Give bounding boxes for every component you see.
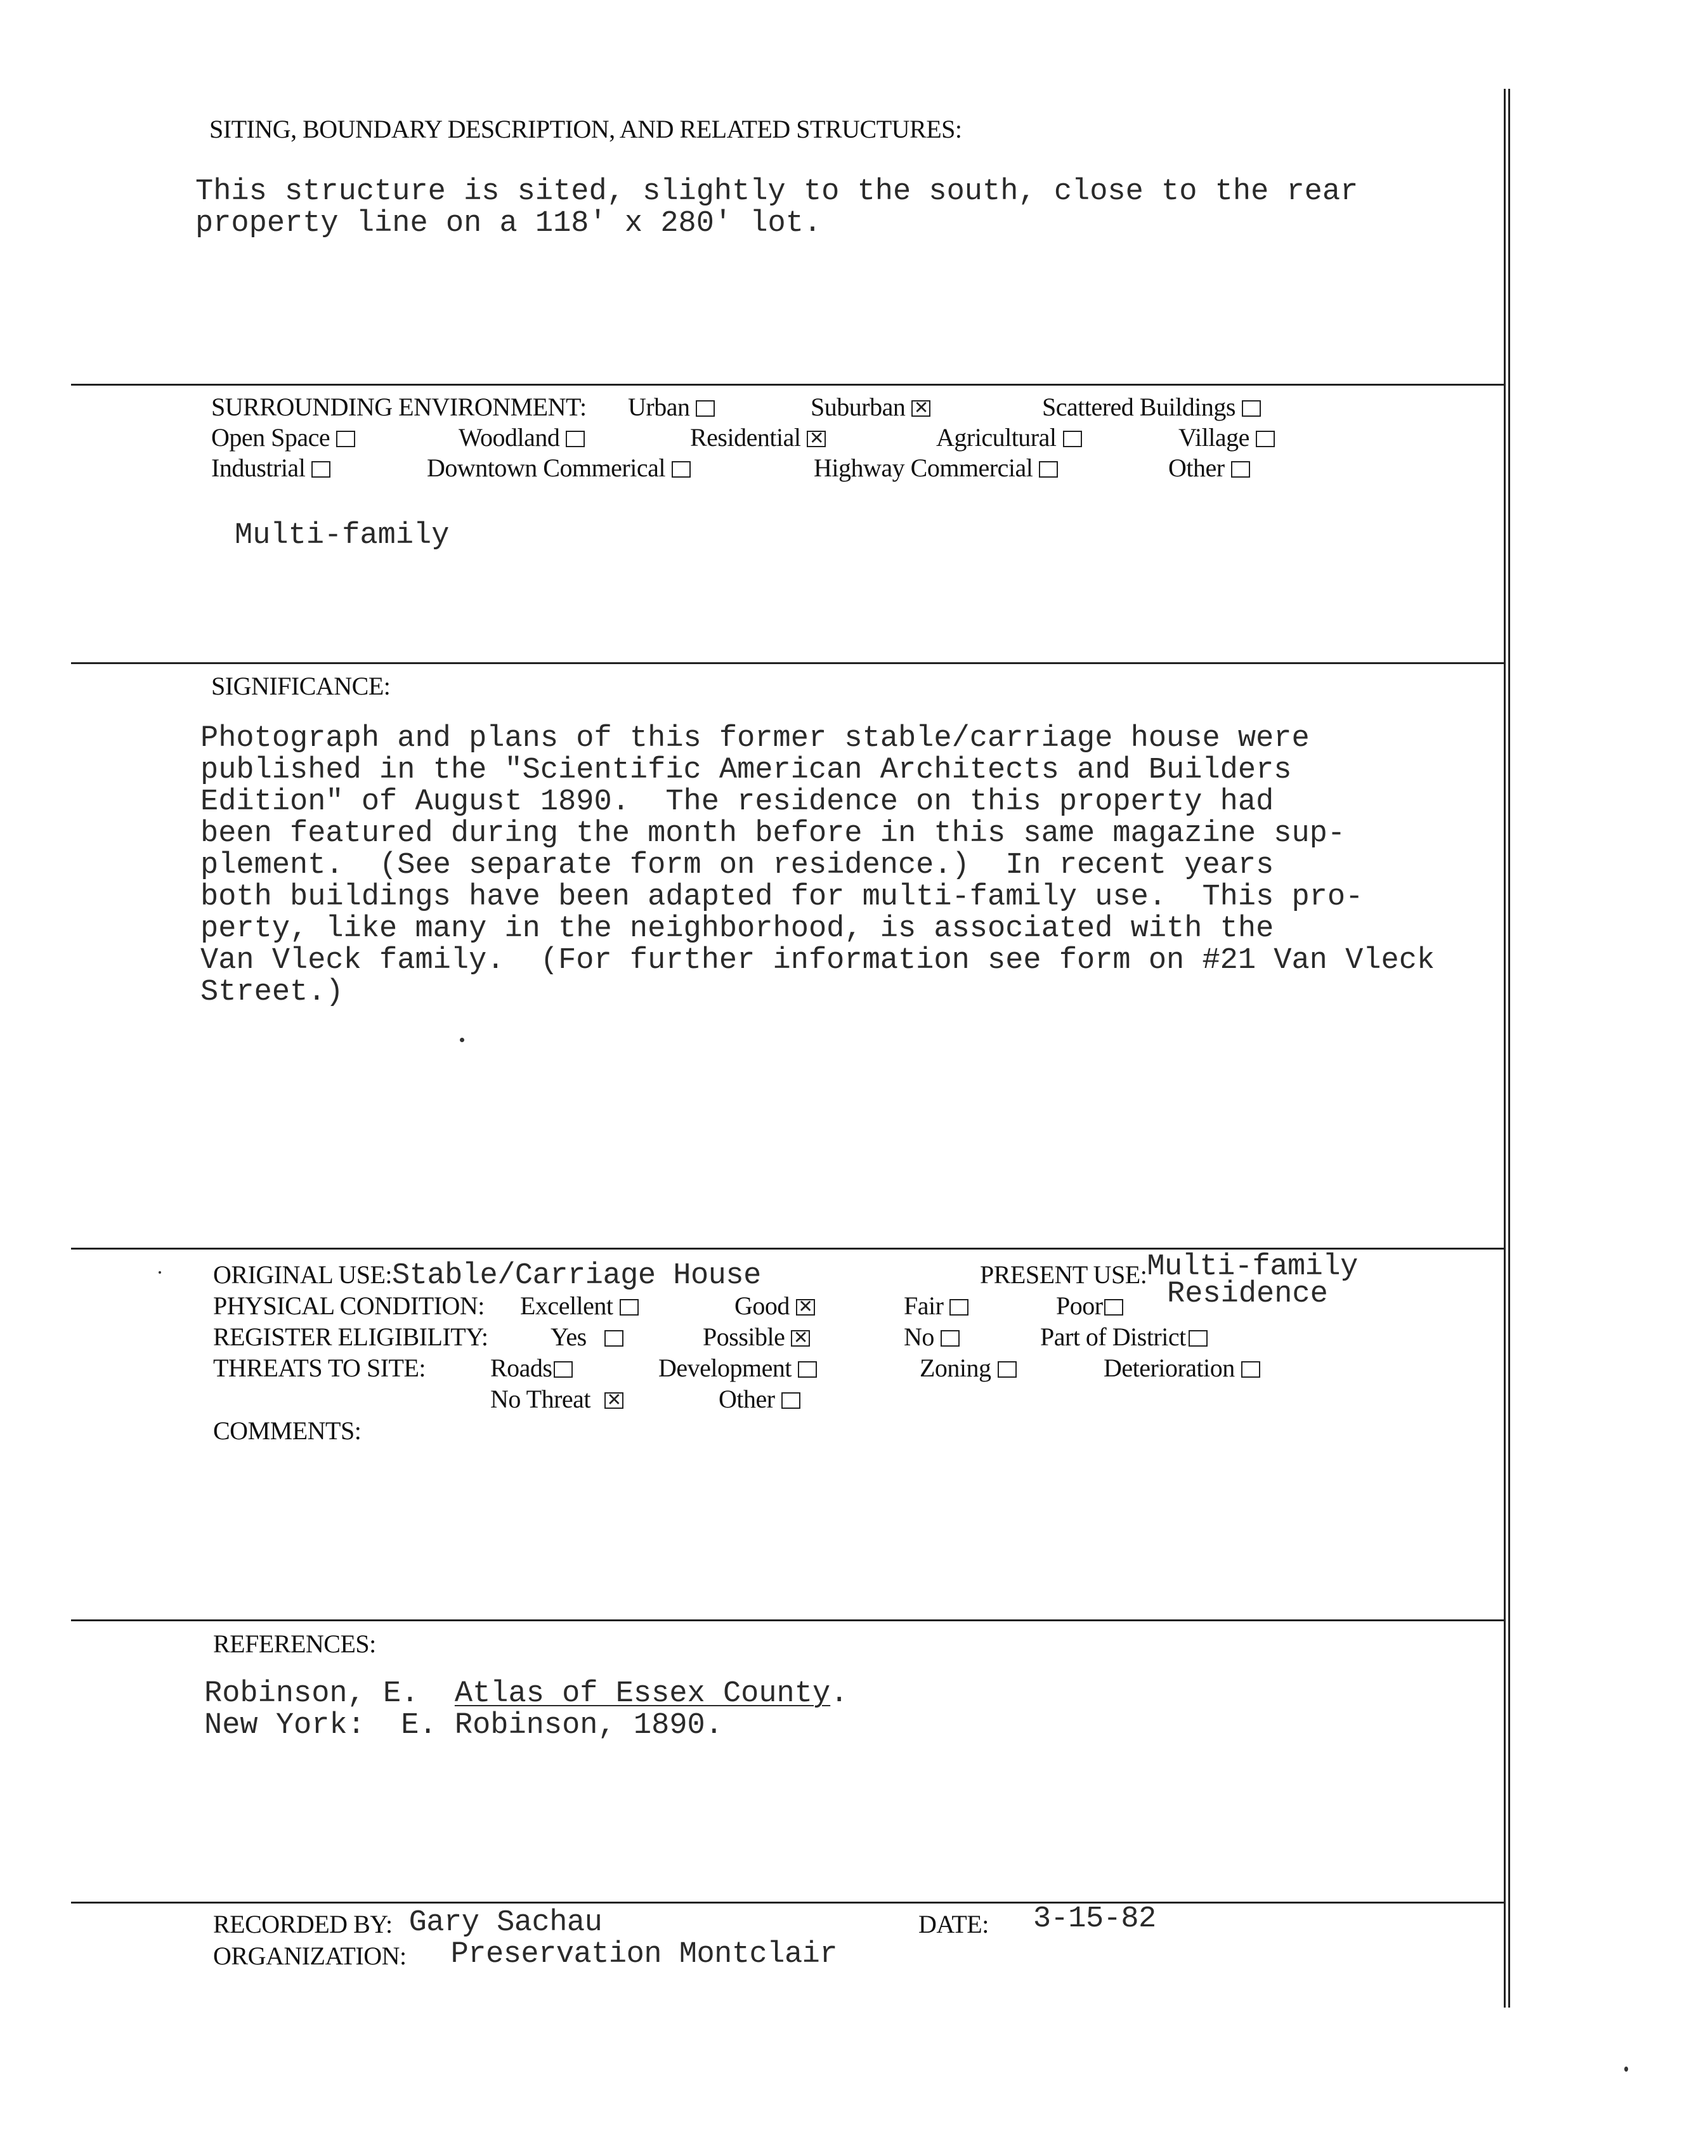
threats-heading: THREATS TO SITE: xyxy=(213,1354,426,1382)
highway-checkbox[interactable] xyxy=(1039,461,1058,478)
checkmark-x-icon: ✕ xyxy=(913,397,929,418)
development-checkbox[interactable] xyxy=(798,1361,817,1378)
right-border-line xyxy=(1504,89,1506,2008)
significance-text-line: plement. (See separate form on residence.) In recent years xyxy=(200,849,1274,882)
option-residential xyxy=(690,422,826,453)
present-use-value-line-2: Residence xyxy=(1167,1277,1328,1311)
option-open-space xyxy=(211,422,355,453)
option-scattered xyxy=(1042,392,1261,422)
significance-text-line: Street.) xyxy=(200,976,344,1009)
district-checkbox[interactable] xyxy=(1189,1330,1208,1347)
option-label: Downtown Commerical xyxy=(427,454,665,482)
option-label: Scattered Buildings xyxy=(1042,393,1235,421)
residential-checkbox[interactable] xyxy=(807,428,826,448)
recorded-by-value: Gary Sachau xyxy=(408,1906,603,1940)
option-zoning xyxy=(920,1353,1017,1383)
option-other xyxy=(1168,453,1250,483)
fair-checkbox[interactable] xyxy=(949,1299,968,1316)
reference-line: New York: E. Robinson, 1890. xyxy=(204,1709,723,1742)
option-label: Highway Commercial xyxy=(814,454,1033,482)
original-use xyxy=(213,1260,761,1292)
present-use-label: PRESENT USE: xyxy=(980,1260,1147,1289)
siting-text-line: This structure is sited, slightly to the south, close to the rear xyxy=(195,175,1359,209)
downtown-checkbox[interactable] xyxy=(672,461,691,478)
option-label: Yes xyxy=(551,1323,587,1351)
environment-note: Multi-family xyxy=(235,519,450,552)
option-label: Village xyxy=(1178,423,1249,452)
option-label: Roads xyxy=(490,1354,552,1382)
option-urban xyxy=(628,392,715,422)
reference-period: . xyxy=(830,1677,849,1711)
section-divider xyxy=(71,384,1504,386)
option-label: Industrial xyxy=(211,454,306,482)
option-label: Fair xyxy=(904,1291,944,1320)
option-good xyxy=(734,1291,815,1321)
siting-text xyxy=(195,176,1358,240)
scan-speck xyxy=(460,1038,464,1042)
option-label: Urban xyxy=(628,393,690,421)
no-threat-checkbox[interactable] xyxy=(604,1389,623,1410)
reference-line xyxy=(204,1678,848,1710)
recorded-by xyxy=(213,1906,603,1942)
option-highway xyxy=(814,453,1058,483)
siting-heading: SITING, BOUNDARY DESCRIPTION, AND RELATED STRUCTURES: xyxy=(209,115,962,143)
section-divider xyxy=(71,1902,1504,1904)
environment-heading: SURROUNDING ENVIRONMENT: xyxy=(211,393,587,421)
no-checkbox[interactable] xyxy=(941,1330,960,1347)
woodland-checkbox[interactable] xyxy=(566,431,585,447)
possible-checkbox[interactable] xyxy=(791,1327,810,1348)
option-label: Open Space xyxy=(211,423,330,452)
option-threat-other xyxy=(719,1384,800,1414)
significance-text-line: Edition" of August 1890. The residence on this property had xyxy=(200,785,1274,819)
roads-checkbox[interactable] xyxy=(554,1361,573,1378)
scan-speck xyxy=(1624,2067,1628,2072)
option-fair xyxy=(904,1291,968,1321)
industrial-checkbox[interactable] xyxy=(311,461,330,478)
option-excellent xyxy=(520,1291,639,1321)
date-value: 3-15-82 xyxy=(1033,1902,1156,1936)
significance-text-line: Photograph and plans of this former stable/carriage house were xyxy=(200,722,1310,755)
option-no xyxy=(904,1322,960,1352)
option-label: Possible xyxy=(703,1323,785,1351)
excellent-checkbox[interactable] xyxy=(620,1299,639,1316)
option-label: Poor xyxy=(1056,1291,1103,1320)
significance-text xyxy=(200,723,1435,1009)
checkmark-x-icon: ✕ xyxy=(793,1327,808,1348)
checkmark-x-icon: ✕ xyxy=(809,428,824,448)
option-label: No Threat xyxy=(490,1385,591,1413)
section-divider xyxy=(71,662,1504,664)
option-label: Agricultural xyxy=(936,423,1057,452)
significance-text-line: Van Vleck family. (For further information see form on #21 Van Vleck xyxy=(200,944,1435,977)
option-label: Excellent xyxy=(520,1291,613,1320)
urban-checkbox[interactable] xyxy=(696,400,715,417)
significance-text-line: both buildings have been adapted for multi-family use. This pro- xyxy=(200,880,1364,914)
siting-text-line: property line on a 118' x 280' lot. xyxy=(195,207,822,240)
village-checkbox[interactable] xyxy=(1256,431,1275,447)
section-divider xyxy=(71,1619,1504,1621)
option-label: Other xyxy=(1168,454,1225,482)
threat-other-checkbox[interactable] xyxy=(781,1392,800,1409)
option-roads xyxy=(490,1353,573,1383)
option-suburban xyxy=(811,392,930,422)
option-woodland xyxy=(459,422,585,453)
option-label: Other xyxy=(719,1385,775,1413)
poor-checkbox[interactable] xyxy=(1104,1299,1123,1316)
recorded-by-label: RECORDED BY: xyxy=(213,1910,393,1938)
organization-value: Preservation Montclair xyxy=(450,1938,838,1971)
organization-label: ORGANIZATION: xyxy=(213,1942,407,1970)
option-village xyxy=(1178,422,1275,453)
date-label: DATE: xyxy=(918,1910,989,1938)
deterioration-checkbox[interactable] xyxy=(1241,1361,1260,1378)
option-industrial xyxy=(211,453,330,483)
eligibility-heading: REGISTER ELIGIBILITY: xyxy=(213,1323,488,1351)
zoning-checkbox[interactable] xyxy=(998,1361,1017,1378)
option-label: Suburban xyxy=(811,393,906,421)
good-checkbox[interactable] xyxy=(796,1296,815,1317)
open-space-checkbox[interactable] xyxy=(336,431,355,447)
option-label: Woodland xyxy=(459,423,560,452)
option-no-threat xyxy=(490,1384,623,1414)
option-development xyxy=(658,1353,817,1383)
section-divider xyxy=(71,1248,1504,1250)
condition-heading: PHYSICAL CONDITION: xyxy=(213,1291,485,1320)
option-label: No xyxy=(904,1323,934,1351)
option-label: Part of District xyxy=(1040,1323,1186,1351)
significance-text-line: perty, like many in the neighborhood, is associated with the xyxy=(200,912,1274,946)
option-yes xyxy=(551,1322,623,1352)
suburban-checkbox[interactable] xyxy=(911,397,930,418)
comments-heading: COMMENTS: xyxy=(213,1416,362,1445)
option-poor xyxy=(1056,1291,1123,1321)
original-use-value: Stable/Carriage House xyxy=(392,1259,761,1293)
date-field xyxy=(918,1902,1156,1942)
option-label: Good xyxy=(734,1291,790,1320)
original-use-label: ORIGINAL USE: xyxy=(213,1260,392,1289)
option-possible xyxy=(703,1322,810,1352)
right-border-line-inner xyxy=(1508,89,1510,2008)
option-downtown xyxy=(427,453,691,483)
yes-checkbox[interactable] xyxy=(604,1330,623,1347)
checkmark-x-icon: ✕ xyxy=(606,1389,622,1410)
option-label: Development xyxy=(658,1354,792,1382)
organization xyxy=(213,1938,838,1973)
checkmark-x-icon: ✕ xyxy=(798,1296,813,1317)
reference-author: Robinson, E. xyxy=(204,1677,455,1711)
option-agricultural xyxy=(936,422,1082,453)
scan-speck xyxy=(159,1271,161,1274)
significance-text-line: published in the "Scientific American Architects and Builders xyxy=(200,754,1292,787)
significance-text-line: been featured during the month before in this same magazine sup- xyxy=(200,817,1346,851)
references-heading: REFERENCES: xyxy=(213,1630,376,1658)
option-label: Deterioration xyxy=(1104,1354,1235,1382)
option-deterioration xyxy=(1104,1353,1260,1383)
agricultural-checkbox[interactable] xyxy=(1063,431,1082,447)
significance-heading: SIGNIFICANCE: xyxy=(211,672,391,700)
scattered-checkbox[interactable] xyxy=(1242,400,1261,417)
present-use-value: Multi-family xyxy=(1147,1250,1358,1284)
reference-title: Atlas of Essex County xyxy=(454,1677,831,1711)
option-district xyxy=(1040,1322,1208,1352)
option-label: Residential xyxy=(690,423,801,452)
other-checkbox[interactable] xyxy=(1231,461,1250,478)
option-label: Zoning xyxy=(920,1354,991,1382)
references-text xyxy=(204,1678,848,1742)
